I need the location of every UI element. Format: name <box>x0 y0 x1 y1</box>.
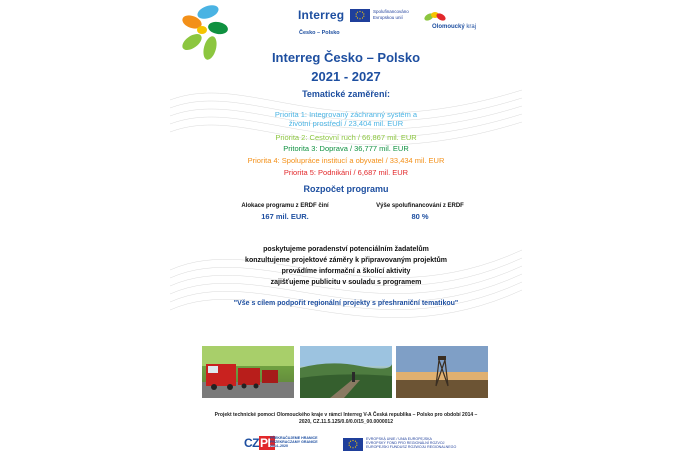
cz-pl-logo-subtitle <box>270 436 318 449</box>
allocation-value: 167 mil. EUR. <box>261 212 309 221</box>
czpl-sub1: PŘEKRAČUJEME HRANICE <box>270 436 318 440</box>
priority-1 <box>170 110 522 128</box>
eu-cofinanced-text <box>373 9 409 21</box>
eu-erdf-text <box>366 437 456 450</box>
priority-3: Pritorita 3: Doprava / 36,777 mil. EUR <box>283 144 409 153</box>
olomoucky-kraj-logo-text <box>432 24 476 30</box>
eu2-line3: EUROPEJSKI FUNDUSZ ROZWOJU REGIONALNEGO <box>366 445 457 450</box>
czpl-sub2: PRZEKRACZAMY GRANICE <box>270 440 318 445</box>
priority-2: Priorita 2: Cestovní ruch / 66,867 mil. EUR <box>275 133 417 142</box>
eu2-line1: EVROPSKÁ UNIE / UNIA EUROPEJSKA <box>366 437 432 441</box>
activity-item: zajišťujeme publicitu v souladu s programem <box>270 279 422 286</box>
eu-flag-icon <box>350 9 370 22</box>
priority-4: Priorita 4: Spolupráce institucí a obyvatel / 33,434 mil. EUR <box>247 156 445 165</box>
footer-project-note <box>190 412 502 425</box>
thematic-heading: Tematické zaměření: <box>302 89 390 99</box>
page-title: Interreg Česko – Polsko <box>271 50 421 65</box>
olomoucky-word: Olomoucký <box>432 24 465 30</box>
footer-line1: Projekt technické pomoci Olomouckého kraje v rámci Interreg V-A Česká republika – Polsko pro období 2014 – <box>214 412 478 418</box>
activity-item: poskytujeme poradenství potenciálním žadatelům <box>263 246 429 253</box>
cofinancing-value: 80 % <box>411 212 429 221</box>
priority-1-line2: životní prostředí / 23,404 mil. EUR <box>288 119 404 128</box>
poster <box>170 0 522 461</box>
eu-text-line1: Spolufinancováno <box>373 9 409 14</box>
budget-heading: Rozpočet programu <box>303 184 389 194</box>
priority-5: Priorita 5: Podnikání / 6,687 mil. EUR <box>283 168 409 177</box>
priority-1-line1: Priorita 1: Integrovaný záchranný systém a <box>274 110 418 119</box>
cz-mark: CZ <box>244 436 259 450</box>
slogan-quote: "Vše s cílem podpořit regionální projekty s přeshraniční tematikou" <box>233 300 459 307</box>
activity-item: konzultujeme projektové záměry k připravovaným projektům <box>245 257 447 264</box>
tower-at-sunset-photo <box>396 346 488 398</box>
eu-text-line2: Evropskou unií <box>373 15 403 20</box>
activity-item: provádíme informační a školící aktivity <box>281 268 411 275</box>
pl-mark: PL <box>260 436 275 450</box>
footer-line2: 2020, CZ.11.5.125/0.0/0.0/15_00.0000012 <box>299 418 393 425</box>
interreg-logo-text: Interreg <box>298 8 345 22</box>
program-years: 2021 - 2027 <box>311 69 381 84</box>
eu2-line2: EVROPSKÝ FOND PRO REGIONÁLNÍ ROZVOJ <box>366 441 445 446</box>
allocation-label: Alokace programu z ERDF činí <box>241 203 329 209</box>
fire-trucks-photo <box>202 346 294 398</box>
czpl-sub3: 2014–2020 <box>270 444 288 449</box>
olomoucky-kraj-logo-icon <box>422 10 448 24</box>
lookout-tower-forest-photo <box>300 346 392 398</box>
kraj-word: kraj <box>466 24 477 30</box>
eu-flag-bottom-icon <box>343 438 363 451</box>
interreg-subtitle: Česko – Polsko <box>299 30 340 36</box>
cofinancing-label: Výše spolufinancování z ERDF <box>376 203 464 209</box>
